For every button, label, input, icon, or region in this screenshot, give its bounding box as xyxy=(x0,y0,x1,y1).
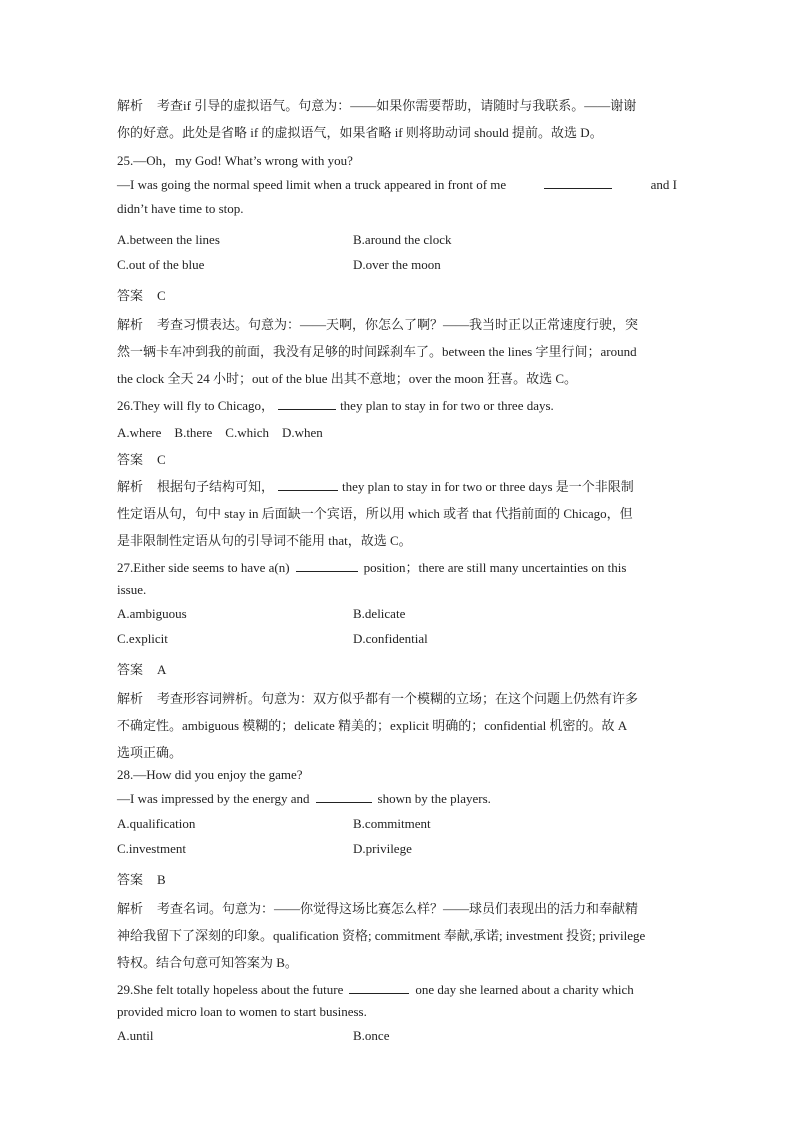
q28-options-row xyxy=(117,815,677,833)
q26-analysis-line: 是非限制性定语从句的引导词不能用 that，故选 C。 xyxy=(117,533,412,548)
analysis-label: 解析 xyxy=(117,691,144,706)
analysis-label: 解析 xyxy=(117,98,144,113)
q27-stem: issue. xyxy=(117,582,147,597)
q28-answer: 答案 B xyxy=(117,872,166,887)
q27-analysis-line: 选项正确。 xyxy=(117,745,183,760)
answer-label: 答案 xyxy=(117,288,144,303)
q24-analysis-line: 你的好意。此处是省略 if 的虚拟语气，如果省略 if 则将助动词 should 提前。故选 D。 xyxy=(117,125,603,140)
option-b: B.delicate xyxy=(353,606,406,621)
q27-stem: 27.Either side seems to have a(n) position；there are still many uncertainties on this xyxy=(117,560,627,575)
q26-analysis-line: 解析 根据句子结构可知， they plan to stay in for two or three days 是一个非限制 xyxy=(117,479,634,494)
option-a: A.qualification xyxy=(117,816,196,831)
q26-options: A.where B.there C.which D.when xyxy=(117,425,323,440)
q27-analysis-line: 解析 考查形容词辨析。句意为：双方似乎都有一个模糊的立场；在这个问题上仍然有许多 xyxy=(117,691,639,706)
q28-analysis-line: 解析 考查名词。句意为：——你觉得这场比赛怎么样？——球员们表现出的活力和奉献精 xyxy=(117,901,639,916)
q29-stem: provided micro loan to women to start business. xyxy=(117,1004,367,1019)
q25-analysis-line: the clock 全天 24 小时；out of the blue 出其不意地；over the moon 狂喜。故选 C。 xyxy=(117,371,578,386)
option-d: D.confidential xyxy=(353,631,428,646)
q28-stem: —I was impressed by the energy and shown by the players. xyxy=(117,791,491,806)
answer-blank xyxy=(544,176,612,189)
q25-stem: didn’t have time to stop. xyxy=(117,201,244,216)
analysis-label: 解析 xyxy=(117,317,144,332)
option-b: B.around the clock xyxy=(353,232,452,247)
answer-blank xyxy=(278,478,338,491)
q26-answer: 答案 C xyxy=(117,452,166,467)
option-d: D.privilege xyxy=(353,841,412,856)
analysis-label: 解析 xyxy=(117,479,144,494)
q28-options-row xyxy=(117,840,677,858)
q28-stem: 28.—How did you enjoy the game? xyxy=(117,767,303,782)
q27-answer: 答案 A xyxy=(117,662,167,677)
answer-label: 答案 xyxy=(117,452,144,467)
option-c: C.out of the blue xyxy=(117,257,205,272)
q25-stem: —I was going the normal speed limit when a truck appeared in front of me and I xyxy=(117,177,677,192)
q27-options-row xyxy=(117,605,677,623)
q26-stem: 26.They will fly to Chicago， they plan to stay in for two or three days. xyxy=(117,398,554,413)
q29-stem: 29.She felt totally hopeless about the future one day she learned about a charity which xyxy=(117,982,634,997)
answer-blank xyxy=(349,981,409,994)
q27-options-row xyxy=(117,630,677,648)
q25-options-row xyxy=(117,231,677,249)
answer-blank xyxy=(278,397,336,410)
q27-analysis-line: 不确定性。ambiguous 模糊的；delicate 精美的；explicit 明确的；confidential 机密的。故 A xyxy=(117,718,628,733)
answer-label: 答案 xyxy=(117,662,144,677)
q28-analysis-line: 神给我留下了深刻的印象。qualification 资格; commitment 奉献,承诺; investment 投资; privilege xyxy=(117,928,646,943)
option-d: D.over the moon xyxy=(353,257,441,272)
option-a: A.between the lines xyxy=(117,232,220,247)
q29-options-row xyxy=(117,1027,677,1045)
q25-stem: 25.—Oh，my God! What’s wrong with you? xyxy=(117,153,353,168)
option-c: C.investment xyxy=(117,841,186,856)
q25-analysis-line: 然一辆卡车冲到我的前面，我没有足够的时间踩刹车了。between the lines 字里行间；around xyxy=(117,344,637,359)
q25-options-row xyxy=(117,256,677,274)
q26-analysis-line: 性定语从句，句中 stay in 后面缺一个宾语，所以用 which 或者 that 代指前面的 Chicago，但 xyxy=(117,506,633,521)
option-b: B.once xyxy=(353,1028,390,1043)
option-c: C.explicit xyxy=(117,631,168,646)
option-a: A.until xyxy=(117,1028,154,1043)
answer-blank xyxy=(296,559,358,572)
option-b: B.commitment xyxy=(353,816,431,831)
q24-analysis-line: 解析 考查if 引导的虚拟语气。句意为：——如果你需要帮助，请随时与我联系。——谢谢 xyxy=(117,98,637,113)
q25-analysis-line: 解析 考查习惯表达。句意为：——天啊，你怎么了啊？——我当时正以正常速度行驶，突 xyxy=(117,317,639,332)
document-page xyxy=(117,92,677,1045)
answer-blank xyxy=(316,790,372,803)
analysis-label: 解析 xyxy=(117,901,144,916)
q28-analysis-line: 特权。结合句意可知答案为 B。 xyxy=(117,955,298,970)
answer-label: 答案 xyxy=(117,872,144,887)
option-a: A.ambiguous xyxy=(117,606,187,621)
q25-answer: 答案 C xyxy=(117,288,166,303)
